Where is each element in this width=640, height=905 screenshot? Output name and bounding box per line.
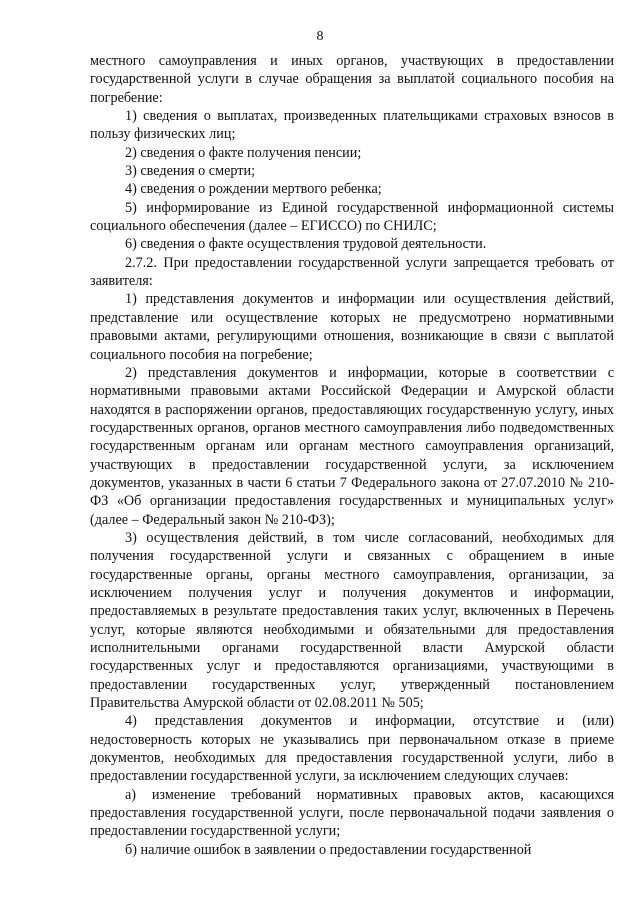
section-2-7-2-paragraph: 2.7.2. При предоставлении государственной услуги запрещается требовать от заявителя:	[90, 254, 614, 290]
paragraph: местного самоуправления и иных органов, участвующих в предоставлении государственной услуги в случае обращения за выплатой социального пособия на погребение:	[90, 53, 614, 106]
paragraph: 1) представления документов и информации или осуществления действий, представление или осуществление которых не предусмотрено нормативными правовыми актами, регулирующими отношения, возникающие в связи с выплатой социального пособия на погребение;	[90, 291, 614, 363]
paragraph: 2) представления документов и информации, которые в соответствии с нормативными правовыми актами Российской Федерации и Амурской области находятся в распоряжении органов, предоставляющих государственную услугу, иных государственных органов, органов местного самоуправления либо подведомственных государственным органам или органам местного самоуправления организаций, участвующих в предоставлении государственной услуги, за исключением документов, указанных в части 6 статьи 7 Федерального закона от 27.07.2010 № 210-ФЗ «Об организации предоставления государственных и муниципальных услуг» (далее – Федеральный закон № 210-ФЗ);	[90, 364, 614, 528]
document-body	[90, 52, 614, 859]
paragraph: 4) представления документов и информации, отсутствие и (или) недостоверность которых не указывались при первоначальном отказе в приеме документов, необходимых для предоставления государственной услуги, либо в предоставлении государственной услуги, за исключением следующих случаев:	[90, 713, 614, 785]
paragraph: 6) сведения о факте осуществления трудовой деятельности.	[125, 236, 487, 253]
paragraph: 3) осуществления действий, в том числе согласований, необходимых для получения государственной услуги и связанных с обращением в иные государственные органы, органы местного самоуправления, организации, за исключением получения услуг и получения документов и информации, предоставляемых в результате предоставления таких услуг, включенных в Перечень услуг, которые являются необходимыми и обязательными для предоставления исполнительными органами государственной власти Амурской области государственных услуг и предоставляются организациями, участвующими в предоставлении государственных услуг, утвержденный постановлением Правительства Амурской области от 02.08.2011 № 505;	[90, 529, 614, 712]
paragraph: а) изменение требований нормативных правовых актов, касающихся предоставления государственной услуги, после первоначальной подачи заявления о предоставлении государственной услуги;	[90, 786, 614, 840]
paragraph: 4) сведения о рождении мертвого ребенка;	[125, 181, 382, 198]
paragraph: б) наличие ошибок в заявлении о предоставлении государственной	[125, 841, 532, 858]
page-number: 8	[316, 29, 324, 44]
paragraph: 5) информирование из Единой государственной информационной системы социального обеспечения (далее – ЕГИССО) по СНИЛС;	[90, 199, 614, 235]
paragraph: 1) сведения о выплатах, произведенных плательщиками страховых взносов в пользу физических лиц;	[90, 108, 614, 143]
paragraph: 3) сведения о смерти;	[125, 163, 256, 180]
paragraph: 2) сведения о факте получения пенсии;	[125, 144, 362, 161]
